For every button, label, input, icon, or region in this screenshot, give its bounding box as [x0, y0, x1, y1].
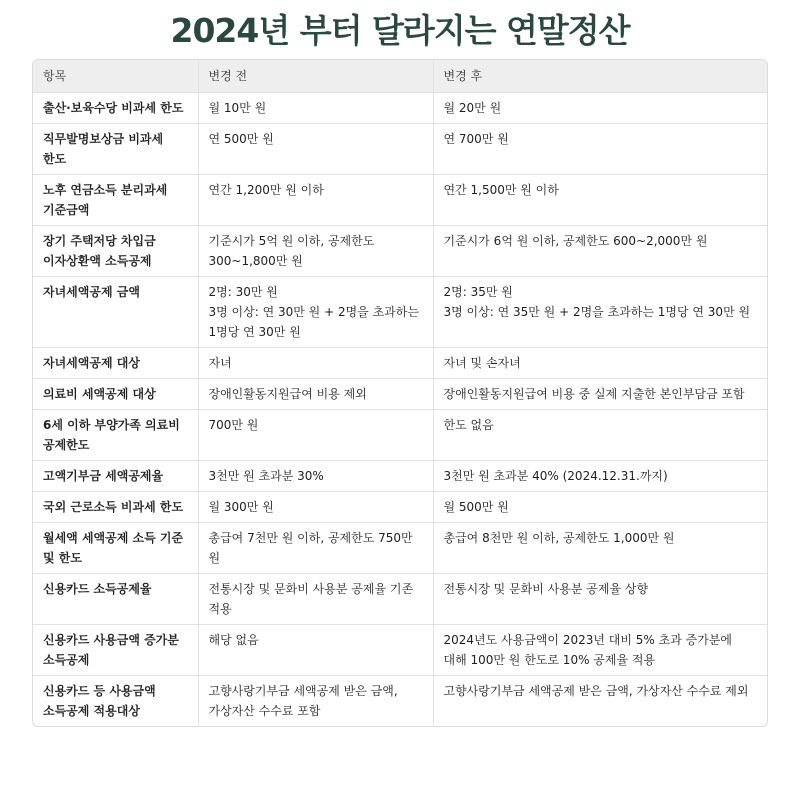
- cell-text: 장애인활동지원급여 비용 제외: [208, 387, 367, 401]
- row-after-cell: [433, 93, 767, 124]
- cell-text: 고액기부금 세액공제율: [43, 469, 164, 483]
- row-before-cell: [198, 175, 433, 226]
- row-after-cell: [433, 175, 767, 226]
- row-before-cell: [198, 379, 433, 410]
- cell-text: 한도 없음: [443, 418, 494, 432]
- table-row: [33, 93, 767, 124]
- page-title: 2024년 부터 달라지는 연말정산: [170, 11, 630, 50]
- row-after-cell: [433, 379, 767, 410]
- row-after-cell: [433, 348, 767, 379]
- header-item: 항목: [33, 60, 198, 93]
- cell-text: 신용카드 사용금액 증가분 소득공제: [43, 633, 179, 667]
- row-item-cell: [33, 574, 198, 625]
- row-before-cell: [198, 124, 433, 175]
- table-body: [33, 93, 767, 727]
- cell-text: 월세액 세액공제 소득 기준 및 한도: [43, 531, 184, 565]
- row-before-cell: [198, 277, 433, 348]
- cell-text: 고향사랑기부금 세액공제 받은 금액, 가상자산 수수료 포함: [208, 684, 398, 718]
- table-row: [33, 124, 767, 175]
- row-before-cell: [198, 226, 433, 277]
- row-before-cell: [198, 410, 433, 461]
- row-before-cell: [198, 523, 433, 574]
- row-before-cell: [198, 574, 433, 625]
- header-before: 변경 전: [198, 60, 433, 93]
- cell-text: 해당 없음: [208, 633, 259, 647]
- row-after-cell: [433, 574, 767, 625]
- cell-text: 자녀: [208, 356, 232, 370]
- table-row: [33, 379, 767, 410]
- cell-text: 총급여 7천만 원 이하, 공제한도 750만 원: [208, 531, 413, 565]
- cell-text: 신용카드 등 사용금액 소득공제 적용대상: [43, 684, 156, 718]
- cell-text: 자녀세액공제 대상: [43, 356, 140, 370]
- table-row: [33, 461, 767, 492]
- row-after-cell: [433, 492, 767, 523]
- cell-text: 3천만 원 초과분 30%: [208, 469, 324, 483]
- cell-text: 700만 원: [208, 418, 259, 432]
- cell-text: 출산·보육수당 비과세 한도: [43, 101, 184, 115]
- row-item-cell: [33, 348, 198, 379]
- cell-text: 기준시가 5억 원 이하, 공제한도 300~1,800만 원: [208, 234, 375, 268]
- row-before-cell: [198, 348, 433, 379]
- table-row: [33, 523, 767, 574]
- cell-text: 자녀세액공제 금액: [43, 285, 140, 299]
- cell-text: 고향사랑기부금 세액공제 받은 금액, 가상자산 수수료 제외: [443, 684, 749, 698]
- cell-text: 총급여 8천만 원 이하, 공제한도 1,000만 원: [443, 531, 675, 545]
- row-item-cell: [33, 226, 198, 277]
- table-row: [33, 625, 767, 676]
- table-row: [33, 574, 767, 625]
- cell-text: 의료비 세액공제 대상: [43, 387, 156, 401]
- row-before-cell: [198, 93, 433, 124]
- cell-text: 신용카드 소득공제율: [43, 582, 152, 596]
- cell-text: 장기 주택저당 차입금 이자상환액 소득공제: [43, 234, 156, 268]
- table-row: [33, 492, 767, 523]
- row-after-cell: [433, 461, 767, 492]
- cell-text: 3천만 원 초과분 40% (2024.12.31.까지): [443, 469, 668, 483]
- cell-text: 연간 1,200만 원 이하: [208, 183, 324, 197]
- cell-text: 2명: 35만 원: [443, 285, 513, 299]
- cell-text: 3명 이상: 연 35만 원 + 2명을 초과하는 1명당 연 30만 원: [443, 305, 751, 319]
- cell-text: 2명: 30만 원: [208, 285, 278, 299]
- row-before-cell: [198, 461, 433, 492]
- table-row: [33, 410, 767, 461]
- comparison-table-container: [32, 59, 768, 727]
- table-row: [33, 277, 767, 348]
- cell-text: 전통시장 및 문화비 사용분 공제율 상향: [443, 582, 649, 596]
- cell-text: 월 20만 원: [443, 101, 502, 115]
- row-item-cell: [33, 461, 198, 492]
- cell-text: 전통시장 및 문화비 사용분 공제율 기존 적용: [208, 582, 414, 616]
- comparison-table: [33, 60, 767, 726]
- row-item-cell: [33, 523, 198, 574]
- row-before-cell: [198, 492, 433, 523]
- row-after-cell: [433, 226, 767, 277]
- row-before-cell: [198, 625, 433, 676]
- row-item-cell: [33, 410, 198, 461]
- table-row: [33, 348, 767, 379]
- row-after-cell: [433, 676, 767, 727]
- row-after-cell: [433, 410, 767, 461]
- row-after-cell: [433, 124, 767, 175]
- row-item-cell: [33, 175, 198, 226]
- table-row: [33, 226, 767, 277]
- cell-text: 기준시가 6억 원 이하, 공제한도 600~2,000만 원: [443, 234, 708, 248]
- row-item-cell: [33, 124, 198, 175]
- row-item-cell: [33, 277, 198, 348]
- row-item-cell: [33, 93, 198, 124]
- row-after-cell: [433, 625, 767, 676]
- cell-text: 장애인활동지원급여 비용 중 실제 지출한 본인부담금 포함: [443, 387, 745, 401]
- cell-text: 월 10만 원: [208, 101, 267, 115]
- cell-text: 노후 연금소득 분리과세 기준금액: [43, 183, 168, 217]
- row-after-cell: [433, 277, 767, 348]
- cell-text: 6세 이하 부양가족 의료비 공제한도: [43, 418, 180, 452]
- cell-text: 자녀 및 손자녀: [443, 356, 521, 370]
- row-after-cell: [433, 523, 767, 574]
- cell-text: 월 500만 원: [443, 500, 509, 514]
- row-item-cell: [33, 492, 198, 523]
- table-row: [33, 175, 767, 226]
- row-item-cell: [33, 625, 198, 676]
- table-header-row: [33, 60, 767, 93]
- cell-text: 3명 이상: 연 30만 원 + 2명을 초과하는 1명당 연 30만 원: [208, 305, 419, 339]
- row-before-cell: [198, 676, 433, 727]
- cell-text: 연 500만 원: [208, 132, 274, 146]
- cell-text: 연 700만 원: [443, 132, 509, 146]
- row-item-cell: [33, 676, 198, 727]
- row-item-cell: [33, 379, 198, 410]
- header-after: 변경 후: [433, 60, 767, 93]
- cell-text: 직무발명보상금 비과세 한도: [43, 132, 164, 166]
- cell-text: 연간 1,500만 원 이하: [443, 183, 559, 197]
- cell-text: 월 300만 원: [208, 500, 274, 514]
- cell-text: 2024년도 사용금액이 2023년 대비 5% 초과 증가분에 대해 100만 원 한도로 10% 공제율 적용: [443, 633, 732, 667]
- cell-text: 국외 근로소득 비과세 한도: [43, 500, 184, 514]
- table-row: [33, 676, 767, 727]
